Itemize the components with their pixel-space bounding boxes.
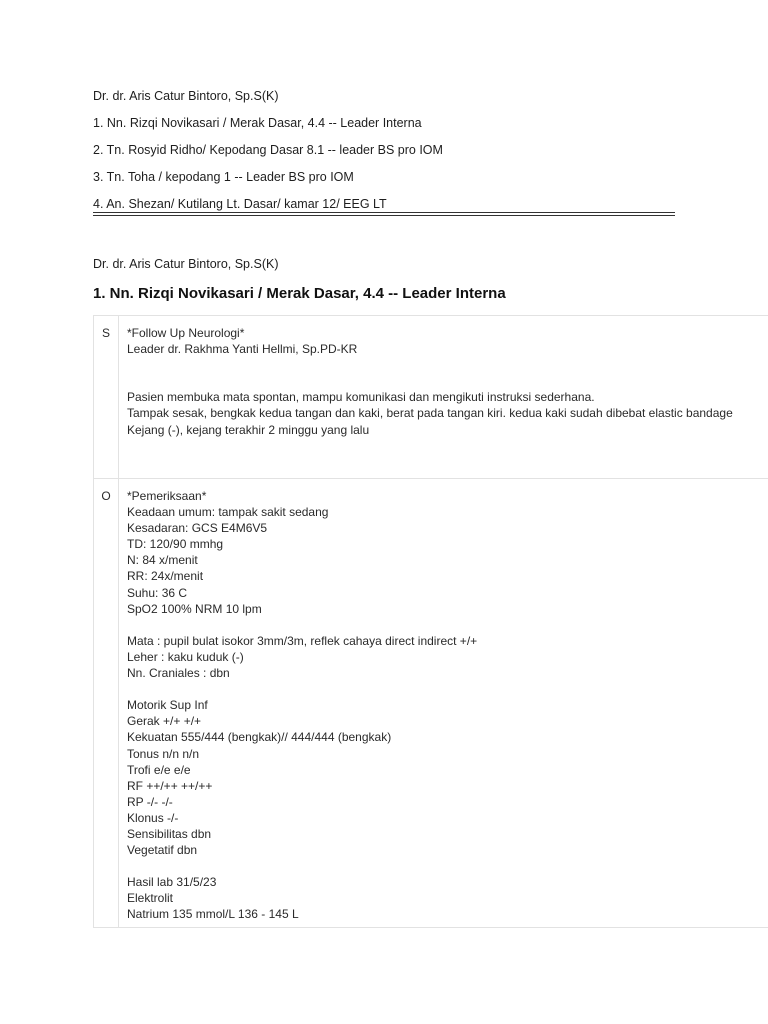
soap-line: Suhu: 36 C xyxy=(127,585,188,600)
soap-line: Hasil lab 31/5/23 xyxy=(127,875,217,890)
soap-line: N: 84 x/menit xyxy=(127,553,198,568)
soap-line: RR: 24x/menit xyxy=(127,569,204,584)
soap-line: RP -/- -/- xyxy=(127,794,173,809)
soap-line: Pasien membuka mata spontan, mampu komunikasi dan mengikuti instruksi sederhana. xyxy=(127,390,595,405)
soap-line: Sensibilitas dbn xyxy=(127,826,212,841)
soap-line: Leher : kaku kuduk (-) xyxy=(127,649,244,664)
soap-line xyxy=(127,858,768,874)
soap-line: Kejang (-), kejang terakhir 2 minggu yang lalu xyxy=(127,422,370,437)
soap-line xyxy=(127,681,768,697)
soap-line: Mata : pupil bulat isokor 3mm/3m, reflek cahaya direct indirect +/+ xyxy=(127,633,478,648)
soap-line: Trofi e/e e/e xyxy=(127,762,191,777)
soap-line: *Pemeriksaan* xyxy=(127,489,207,503)
soap-line xyxy=(127,357,768,373)
soap-line: TD: 120/90 mmhg xyxy=(127,537,224,552)
soap-line: Motorik Sup Inf xyxy=(127,698,208,713)
divider-line-top xyxy=(93,212,675,213)
soap-line: Tampak sesak, bengkak kedua tangan dan kaki, berat pada tangan kiri. kedua kaki sudah dibebat elastic bandage xyxy=(127,406,733,421)
top-doctor-name: Dr. dr. Aris Catur Bintoro, Sp.S(K) xyxy=(93,89,279,103)
soap-line: *Follow Up Neurologi* xyxy=(127,326,245,340)
divider-line-bottom xyxy=(93,215,675,216)
soap-line: SpO2 100% NRM 10 lpm xyxy=(127,601,262,616)
soap-line: Keadaan umum: tampak sakit sedang xyxy=(127,505,329,520)
soap-objective-content xyxy=(119,479,768,928)
patient-list-item-2: 2. Tn. Rosyid Ridho/ Kepodang Dasar 8.1 -- leader BS pro IOM xyxy=(93,143,443,157)
soap-line: Kesadaran: GCS E4M6V5 xyxy=(127,521,268,536)
patient-list-item-3: 3. Tn. Toha / kepodang 1 -- Leader BS pro IOM xyxy=(93,170,354,184)
soap-line xyxy=(127,617,768,633)
soap-row-objective xyxy=(94,479,768,928)
section-doctor-name: Dr. dr. Aris Catur Bintoro, Sp.S(K) xyxy=(93,257,279,271)
patient-list-item-4: 4. An. Shezan/ Kutilang Lt. Dasar/ kamar 12/ EEG LT xyxy=(93,197,387,211)
soap-label-o: O xyxy=(94,479,119,928)
soap-line: Gerak +/+ +/+ xyxy=(127,714,202,729)
soap-line: Leader dr. Rakhma Yanti Hellmi, Sp.PD-KR xyxy=(127,342,358,357)
soap-line: Nn. Craniales : dbn xyxy=(127,666,230,681)
soap-line: RF ++/++ ++/++ xyxy=(127,778,213,793)
soap-line: Natrium 135 mmol/L 136 - 145 L xyxy=(127,907,299,922)
patient-list-item-1: 1. Nn. Rizqi Novikasari / Merak Dasar, 4.4 -- Leader Interna xyxy=(93,116,422,130)
soap-line xyxy=(127,373,768,389)
soap-line: Klonus -/- xyxy=(127,810,179,825)
soap-line: Tonus n/n n/n xyxy=(127,746,200,761)
section-heading: 1. Nn. Rizqi Novikasari / Merak Dasar, 4.4 -- Leader Interna xyxy=(93,285,506,302)
soap-label-s: S xyxy=(94,316,119,479)
soap-line: Vegetatif dbn xyxy=(127,843,198,858)
soap-line: Elektrolit xyxy=(127,891,174,906)
soap-line: Kekuatan 555/444 (bengkak)// 444/444 (bengkak) xyxy=(127,730,392,745)
soap-subjective-content xyxy=(119,316,768,479)
soap-row-subjective xyxy=(94,316,768,479)
soap-table xyxy=(93,315,768,928)
